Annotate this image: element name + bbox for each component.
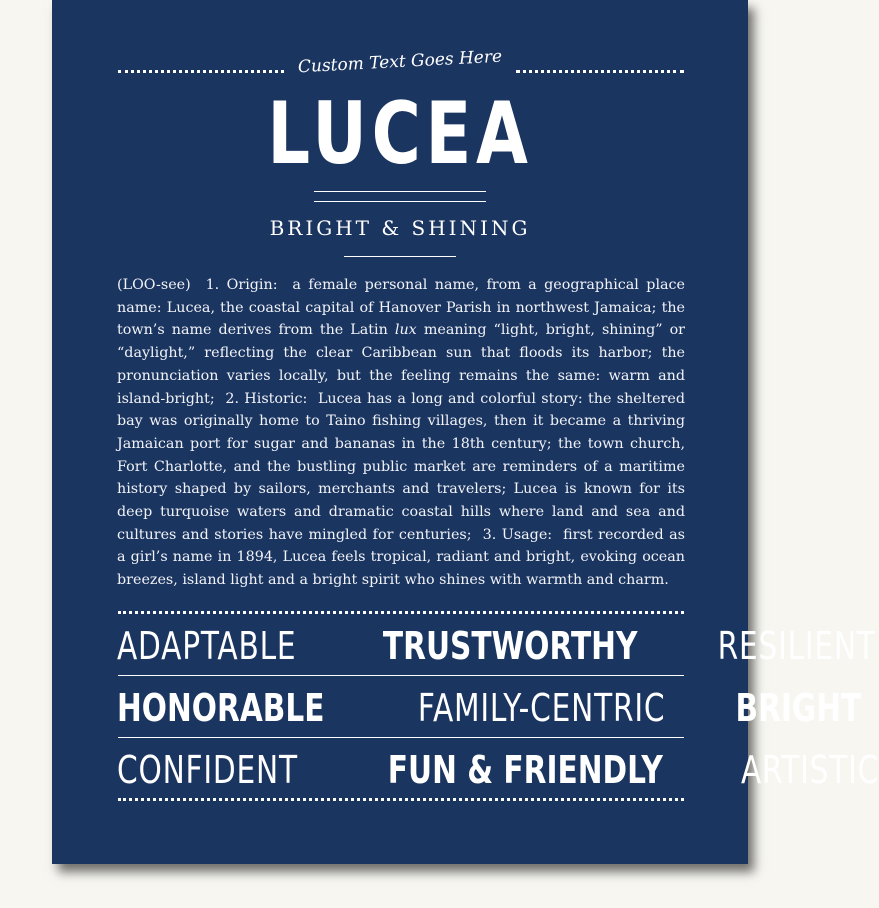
meaning-underline: [344, 256, 456, 257]
trait-row-1: [117, 622, 877, 668]
dotted-rule-bottom: [118, 798, 684, 801]
dotted-rule-top-right: [516, 70, 684, 73]
trait-word: CONFIDENT: [117, 748, 298, 792]
name-title: LUCEA: [267, 84, 533, 184]
origin-label: 1. Origin:: [205, 277, 278, 293]
trait-word: ARTISTIC: [740, 748, 879, 792]
origin-text-cont: meaning “light, bright, shining” or “daylight,” reflecting the clear Caribbean sun that floods its harbor; the pronunciation varies locally, but the feeling remains the same: warm and island-bright;: [117, 322, 686, 407]
trait-word: ADAPTABLE: [117, 624, 297, 668]
trait-divider-1: [118, 675, 684, 676]
trait-word: FAMILY-CENTRIC: [417, 686, 666, 730]
trait-row-2: [117, 684, 862, 730]
definition-text: [117, 274, 685, 592]
trait-row-3: [117, 746, 879, 792]
title-underline-1: [314, 191, 486, 192]
trait-divider-2: [118, 737, 684, 738]
trait-word: HONORABLE: [117, 686, 325, 730]
origin-text: a female personal name, from a geographical place name: Lucea, the coastal capital of Hanover Parish in northwest Jamaica; the town’s name derives from the Latin: [117, 277, 686, 339]
dotted-rule-middle: [118, 611, 684, 614]
historic-label: 2. Historic:: [225, 390, 308, 407]
trait-word: RESILIENT: [717, 624, 877, 668]
historic-text: Lucea has a long and colorful story: the sheltered bay was originally home to Taino fishing villages, then it became a thriving Jamaican port for sugar and bananas in the 18th century; the town church, Fort Charlotte, and the bustling public market are reminders of a maritime history shaped by sailors, merchants and travelers; Lucea is known for its deep turquoise waters and dramatic coastal hills where land and sea and cultures and stories have mingled for centuries;: [117, 390, 685, 543]
name-poster: [52, 0, 879, 864]
trait-word: TRUSTWORTHY: [382, 624, 638, 668]
usage-label: 3. Usage:: [482, 526, 553, 543]
custom-text: Custom Text Goes Here: [297, 46, 503, 78]
pronunciation: (LOO-see): [117, 277, 191, 293]
usage-text: first recorded as a girl’s name in 1894, Lucea feels tropical, radiant and bright, evoking ocean breezes, island light and a bright spirit who shines with warmth and charm.: [117, 526, 685, 589]
trait-word: BRIGHT: [735, 686, 862, 730]
title-underline-2: [314, 201, 486, 202]
trait-word: FUN & FRIENDLY: [387, 748, 663, 792]
origin-latin-word: lux: [394, 322, 417, 339]
name-meaning: BRIGHT & SHINING: [269, 216, 531, 240]
